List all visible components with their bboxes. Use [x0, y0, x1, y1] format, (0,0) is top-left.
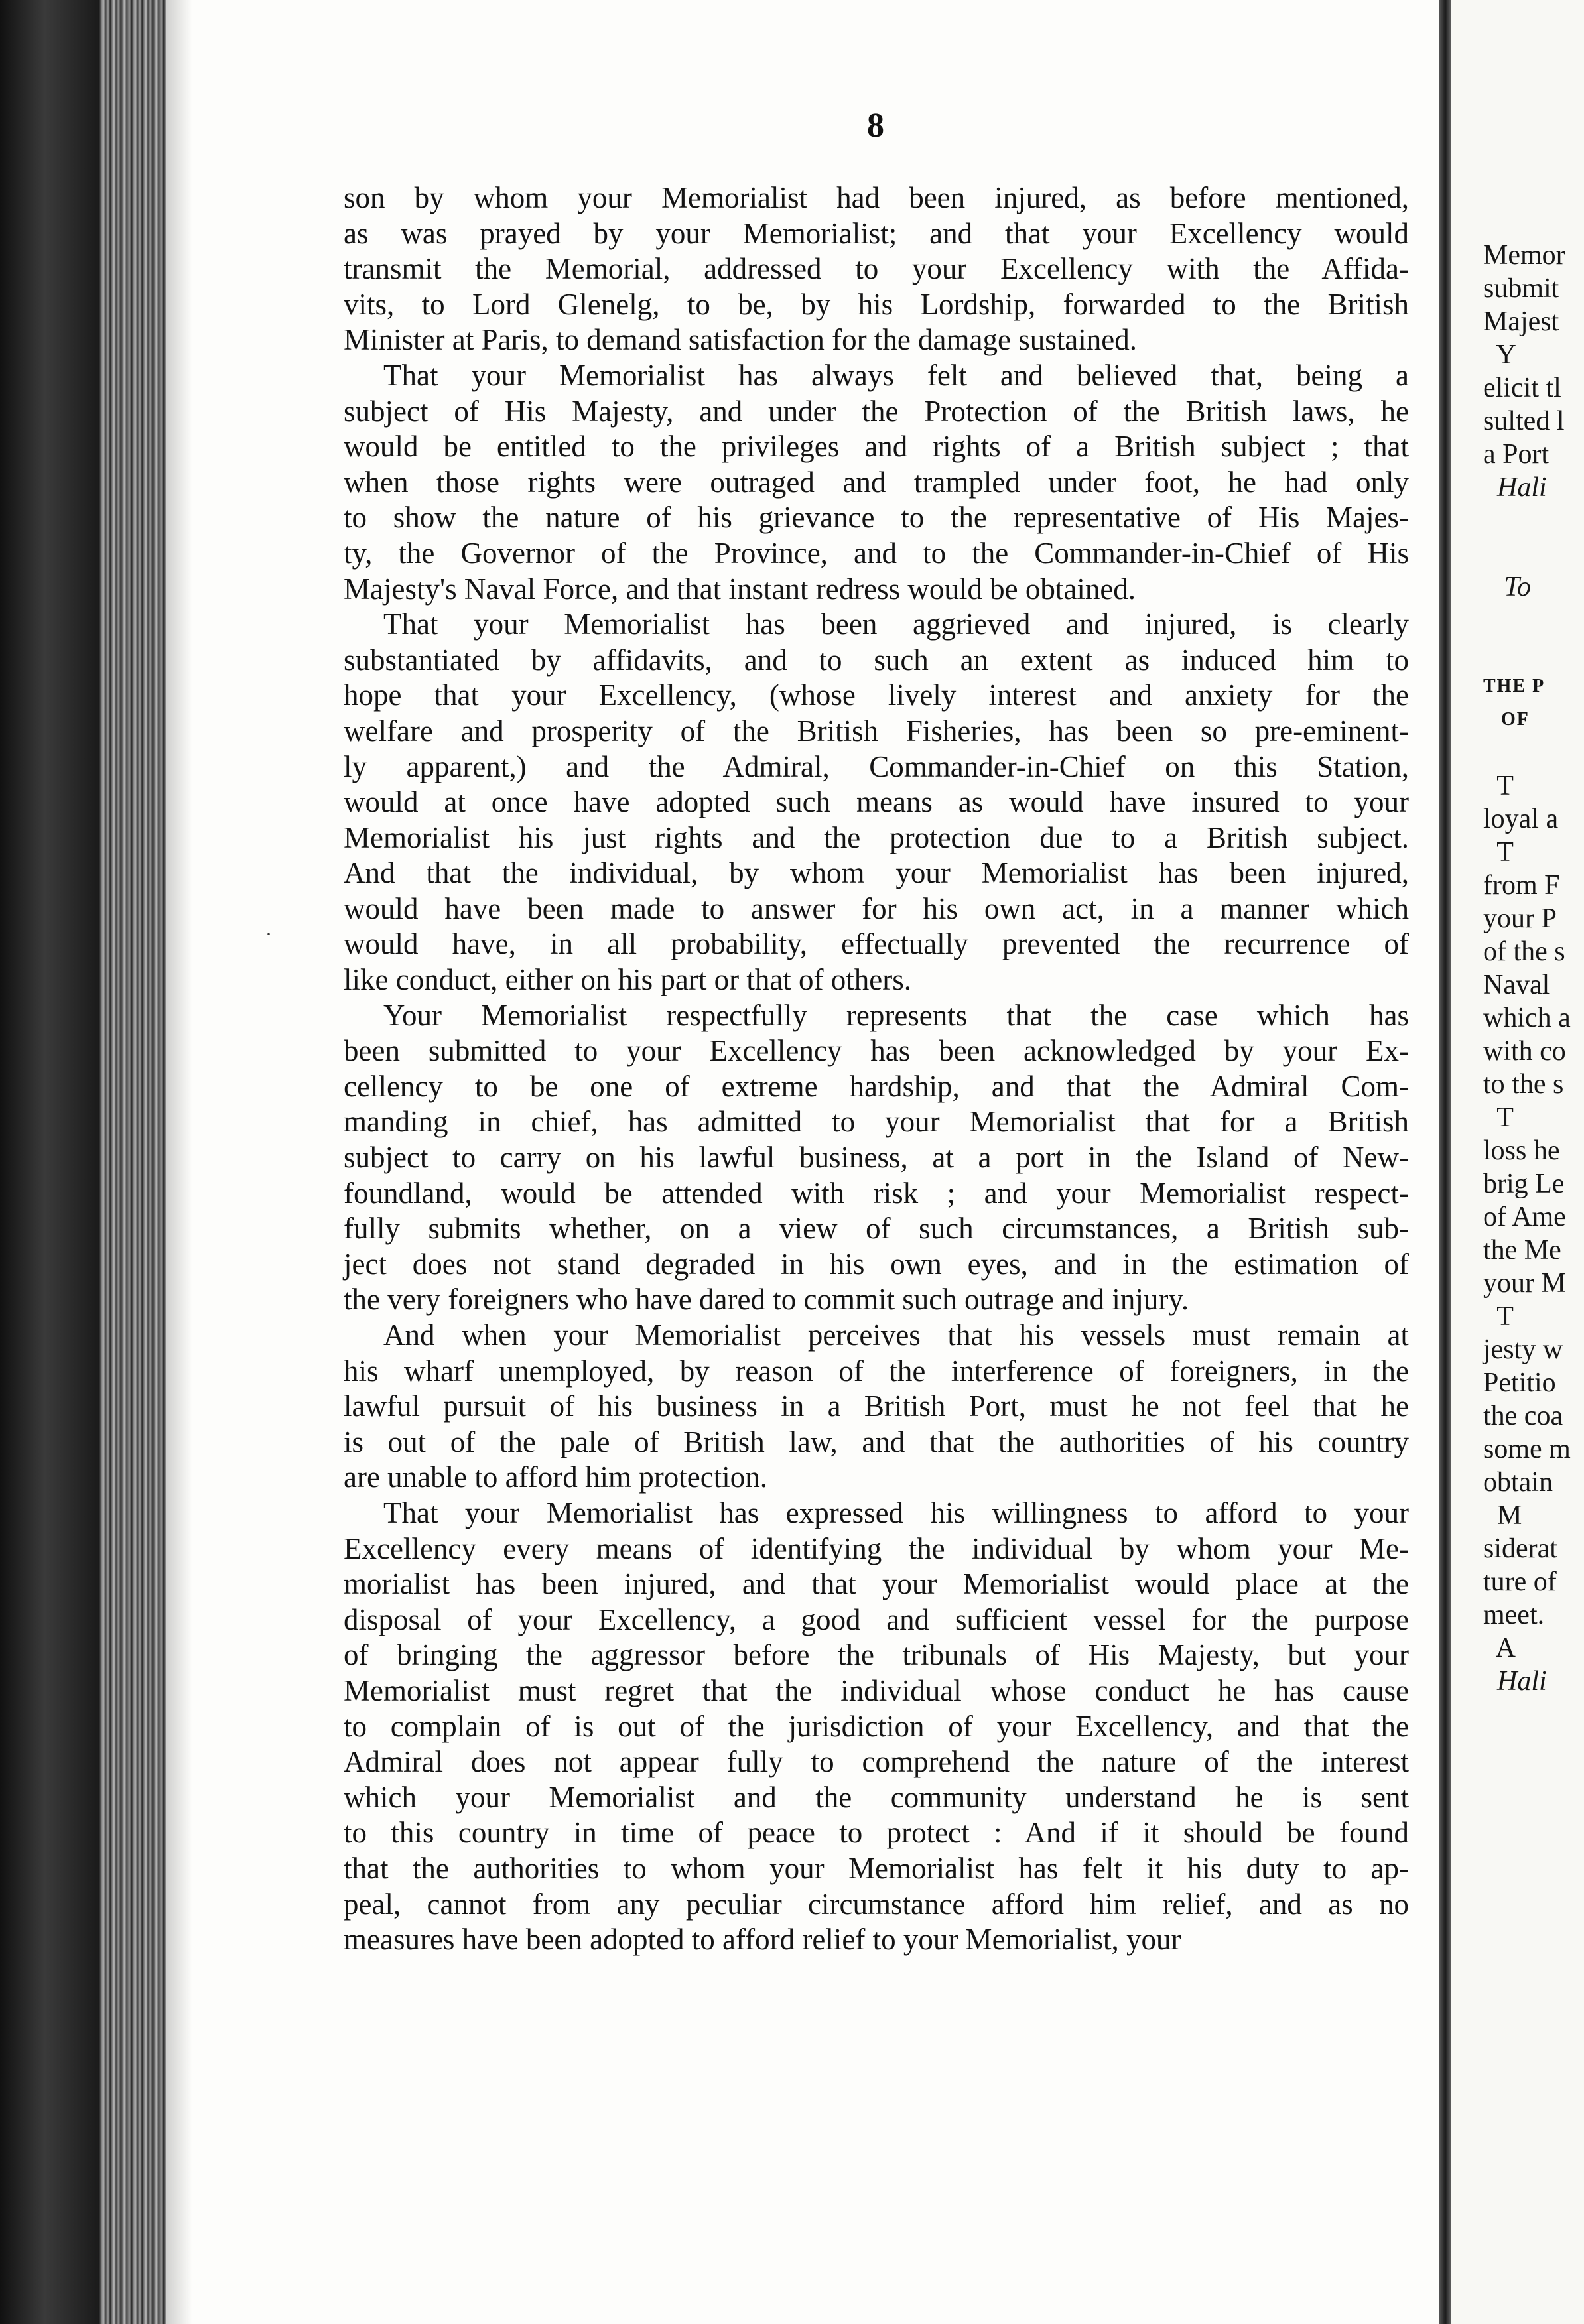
facing-page-line: meet. [1483, 1600, 1545, 1630]
text-line: ly apparent,) and the Admiral, Commander-in-Chief on this Station, [344, 749, 1409, 783]
facing-page-line: the Me [1483, 1235, 1561, 1265]
text-line: like conduct, either on his part or that of others. [344, 963, 912, 997]
facing-page-line: some m [1483, 1434, 1571, 1464]
facing-page-line [1483, 206, 1584, 239]
text-line: That your Memorialist has always felt and believed that, being a [383, 358, 1409, 392]
text-line: to this country in time of peace to protect : And if it should be found [344, 1816, 1409, 1850]
facing-page-line: Naval [1483, 970, 1550, 1000]
facing-page-line: of the s [1483, 936, 1565, 967]
text-line: Minister at Paris, to demand satisfaction for the damage sustained. [344, 323, 1137, 357]
text-line: to complain of is out of the jurisdiction of your Excellency, and that the [344, 1709, 1409, 1743]
facing-page-line: submit [1483, 273, 1559, 304]
text-line: is out of the pale of British law, and that the authorities of his country [344, 1425, 1409, 1458]
text-line: cellency to be one of extreme hardship, and that the Admiral Com- [344, 1069, 1409, 1103]
facing-page-line: jesty w [1483, 1334, 1563, 1365]
text-line: been submitted to your Excellency has been acknowledged by your Ex- [344, 1034, 1409, 1068]
text-line: son by whom your Memorialist had been injured, as before mentioned, [344, 181, 1409, 214]
facing-page-text [1483, 206, 1584, 1698]
margin-mark: · [265, 923, 272, 945]
text-line: ject does not stand degraded in his own eyes, and in the estimation of [344, 1247, 1409, 1281]
facing-page-line: with co [1483, 1036, 1566, 1066]
text-line: transmit the Memorial, addressed to your Excellency with the Affida- [344, 252, 1409, 286]
text-line: Excellency every means of identifying the individual by whom your Me- [344, 1531, 1409, 1565]
page-gutter-shadow [166, 0, 192, 2324]
text-line: would at once have adopted such means as would have insured to your [344, 785, 1409, 819]
facing-page-line [1483, 504, 1584, 537]
facing-page-line: to the s [1483, 1069, 1564, 1100]
facing-page-line: obtain [1483, 1467, 1553, 1498]
facing-page-line: Y [1483, 340, 1516, 370]
facing-page-line: T [1483, 1102, 1514, 1133]
facing-page-line: brig Le [1483, 1169, 1565, 1199]
text-line: Memorialist must regret that the individual whose conduct he has cause [344, 1673, 1409, 1707]
facing-page-line: your M [1483, 1268, 1566, 1299]
text-line: ty, the Governor of the Province, and to the Commander-in-Chief of His [344, 536, 1409, 570]
facing-page-line: elicit tl [1483, 373, 1561, 403]
text-line: are unable to afford him protection. [344, 1460, 767, 1494]
facing-page-line: A [1483, 1633, 1516, 1663]
text-line: Majesty's Naval Force, and that instant redress would be obtained. [344, 572, 1136, 606]
facing-page-line: your P [1483, 903, 1557, 934]
text-line: of bringing the aggressor before the tribunals of His Majesty, but your [344, 1638, 1409, 1672]
text-line: substantiated by affidavits, and to such an extent as induced him to [344, 643, 1409, 677]
facing-page-line: OF [1483, 709, 1530, 730]
facing-page-line: the coa [1483, 1401, 1563, 1431]
text-line: when those rights were outraged and trampled under foot, he had only [344, 465, 1409, 499]
facing-page-line: of Ame [1483, 1202, 1566, 1232]
text-line: fully submits whether, on a view of such circumstances, a British sub- [344, 1212, 1409, 1246]
facing-page-line [1483, 604, 1584, 637]
text-line: foundland, would be attended with risk ; and your Memorialist respect- [344, 1176, 1409, 1210]
facing-page-line: loss he [1483, 1135, 1560, 1166]
page-gap [1439, 0, 1451, 2324]
text-line: measures have been adopted to afford relief to your Memorialist, your [344, 1923, 1181, 1957]
page-number: 8 [867, 107, 884, 145]
body-text [344, 180, 1409, 1958]
text-line: would have been made to answer for his own act, in a manner which [344, 891, 1409, 925]
facing-page-line: from F [1483, 870, 1560, 901]
text-line: hope that your Excellency, (whose lively interest and anxiety for the [344, 678, 1409, 712]
facing-page-line: Hali [1483, 1666, 1547, 1697]
facing-page-line: Petitio [1483, 1368, 1556, 1398]
text-line: as was prayed by your Memorialist; and that your Excellency would [344, 216, 1409, 250]
text-line: Your Memorialist respectfully represents that the case which has [383, 998, 1409, 1032]
text-line: And when your Memorialist perceives that his vessels must remain at [383, 1319, 1409, 1352]
text-line: to show the nature of his grievance to the representative of His Majes- [344, 501, 1409, 535]
facing-page-line: Majest [1483, 306, 1559, 337]
text-line: that the authorities to whom your Memorialist has felt it his duty to ap- [344, 1851, 1409, 1885]
text-line: subject of His Majesty, and under the Protection of the British laws, he [344, 394, 1409, 428]
text-line: which your Memorialist and the community understand he is sent [344, 1780, 1409, 1814]
text-line: vits, to Lord Glenelg, to be, by his Lordship, forwarded to the British [344, 287, 1409, 321]
facing-page-line: T [1483, 1301, 1514, 1332]
facing-page-line: M [1483, 1500, 1522, 1531]
facing-page-line: To [1483, 572, 1532, 602]
facing-page-line: a Port [1483, 439, 1550, 470]
binding-shadow [0, 0, 99, 2324]
facing-page-line: sulted l [1483, 406, 1565, 436]
facing-page-line: T [1483, 837, 1514, 868]
facing-page-line [1483, 537, 1584, 570]
page-edges [99, 0, 166, 2324]
facing-page-line [1483, 637, 1584, 670]
text-line: welfare and prosperity of the British Fisheries, has been so pre-eminent- [344, 714, 1409, 747]
text-line: manding in chief, has admitted to your Memorialist that for a British [344, 1105, 1409, 1139]
facing-page-line: ture of [1483, 1567, 1557, 1597]
text-line: subject to carry on his lawful business, at a port in the Island of New- [344, 1141, 1409, 1175]
text-line: Memorialist his just rights and the protection due to a British subject. [344, 820, 1409, 854]
facing-page-line [1483, 736, 1584, 769]
facing-page-line: siderat [1483, 1533, 1557, 1564]
text-line: his wharf unemployed, by reason of the interference of foreigners, in the [344, 1354, 1409, 1388]
facing-page-line: which a [1483, 1003, 1571, 1033]
text-line: Admiral does not appear fully to comprehend the nature of the interest [344, 1745, 1409, 1779]
facing-page-line: Memor [1483, 240, 1565, 271]
text-line: would be entitled to the privileges and rights of a British subject ; that [344, 430, 1409, 464]
text-line: lawful pursuit of his business in a British Port, must he not feel that he [344, 1389, 1409, 1423]
facing-page-line: loyal a [1483, 804, 1559, 834]
facing-page-line: T [1483, 771, 1514, 801]
facing-page-line: THE P [1483, 676, 1546, 696]
text-line: peal, cannot from any peculiar circumstance afford him relief, and as no [344, 1887, 1409, 1921]
text-line: the very foreigners who have dared to commit such outrage and injury. [344, 1283, 1189, 1317]
text-line: would have, in all probability, effectually prevented the recurrence of [344, 927, 1409, 961]
text-line: disposal of your Excellency, a good and sufficient vessel for the purpose [344, 1602, 1409, 1636]
text-line: morialist has been injured, and that your Memorialist would place at the [344, 1567, 1409, 1601]
facing-page-line: Hali [1483, 472, 1547, 503]
text-line: And that the individual, by whom your Memorialist has been injured, [344, 856, 1409, 890]
text-line: That your Memorialist has expressed his willingness to afford to your [383, 1496, 1409, 1529]
text-line: That your Memorialist has been aggrieved and injured, is clearly [383, 608, 1409, 641]
